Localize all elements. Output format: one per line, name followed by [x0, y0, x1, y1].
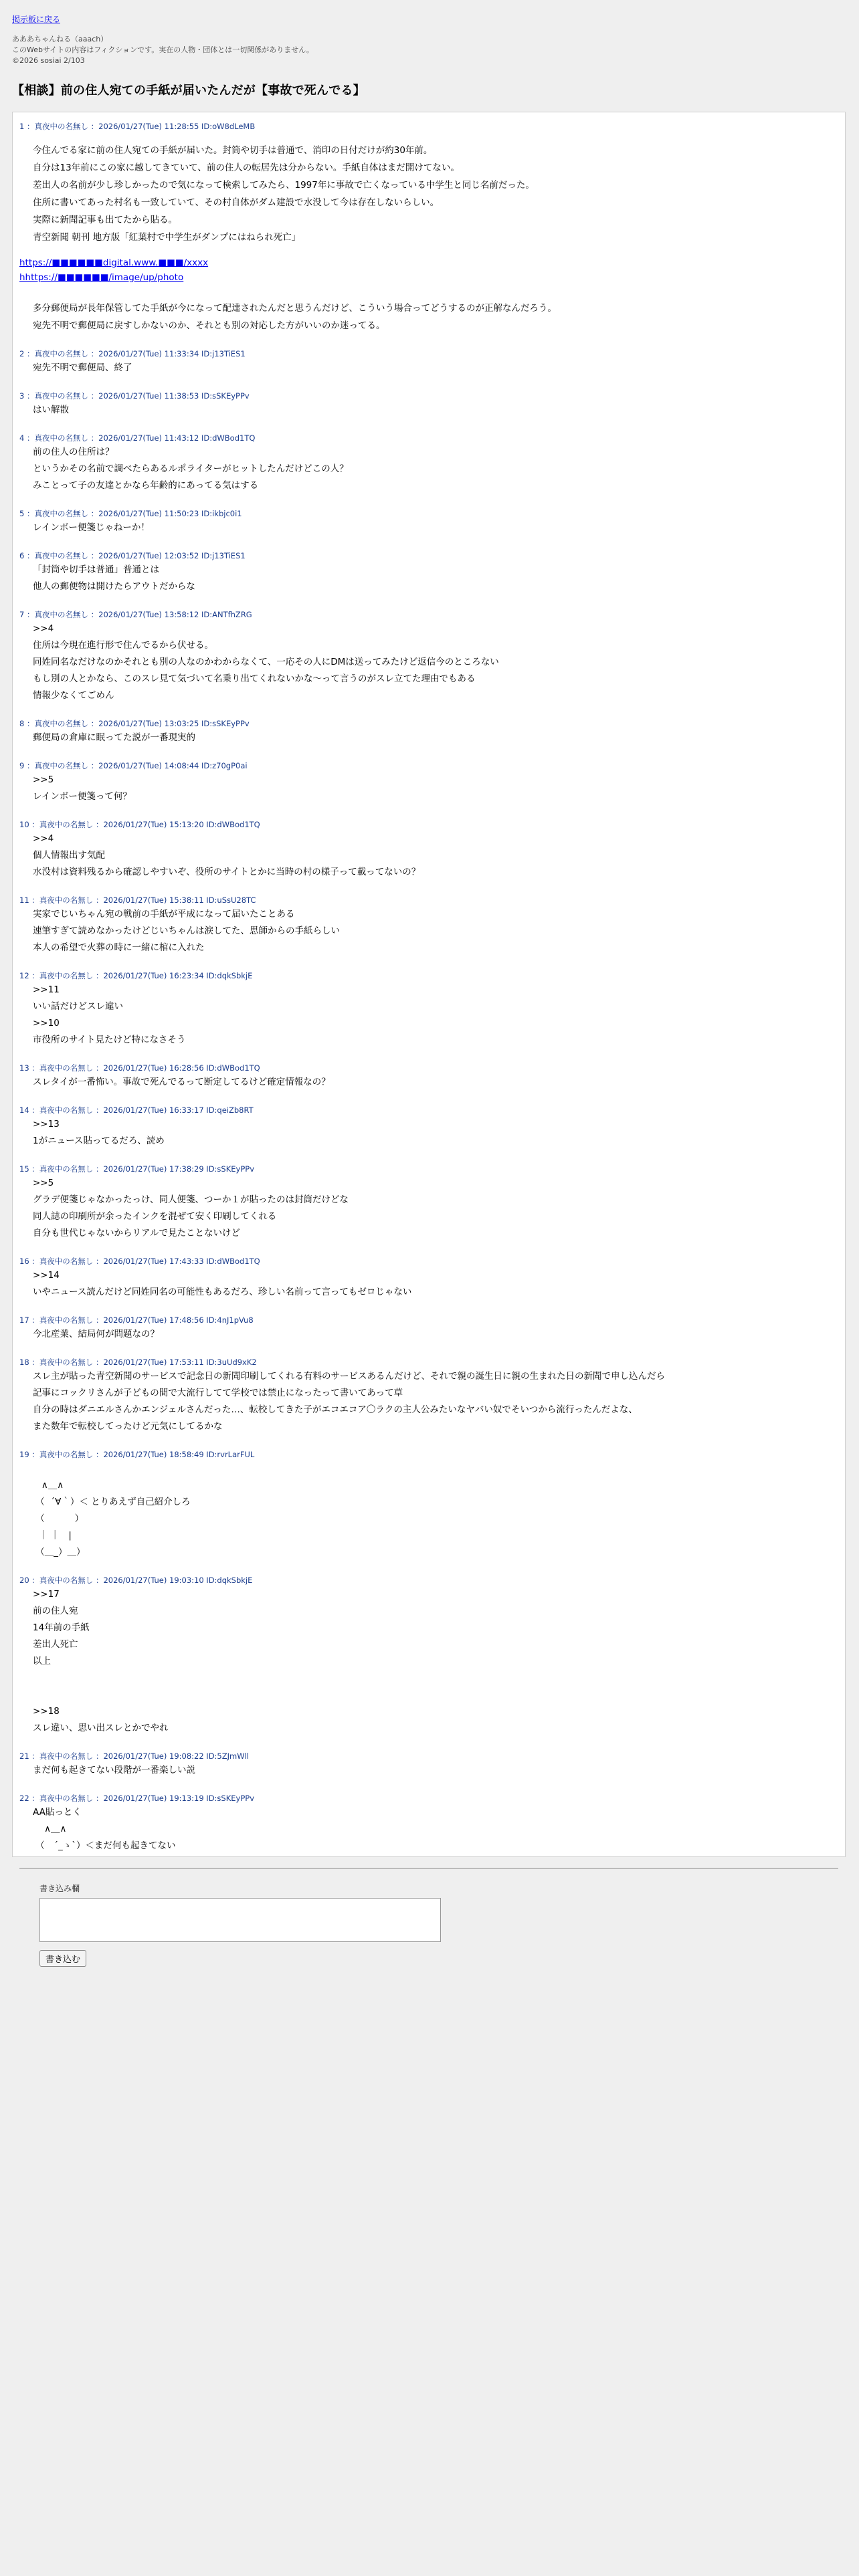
post [19, 1792, 838, 1854]
post-body: >>13 1がニュース貼ってるだろ、読め [33, 1119, 165, 1146]
thread-box [12, 112, 846, 1965]
post-body: >>4 個人情報出す気配 水没村は資料残るから確認しやすいぞ、役所のサイトとかに当時の村の様子って載ってないの？ [33, 833, 421, 877]
post-body: >>5 グラデ便箋じゃなかったっけ、同人便箋、つーか１が貼ったのは封筒だけどな 同人誌の印刷所が余ったインクを混ぜて安く印刷してくれる 自分も世代じゃないからリアルで見たことないけど [33, 1178, 349, 1239]
post-header: 14 ：真夜中の名無し ：2026/01/27(Tue) 16:33:17 ID:qeiZb8RT [19, 1105, 254, 1115]
post-body: 郵便局の倉庫に眠ってた説が一番現実的 [33, 732, 195, 743]
post-header: 2 ：真夜中の名無し ：2026/01/27(Tue) 11:33:34 ID:j13TiES1 [19, 349, 246, 358]
post-link[interactable]: hhttps://■■■■■■/image/up/photo [19, 272, 184, 283]
post [19, 348, 838, 377]
reply-form [19, 1868, 838, 1983]
post-header: 7 ：真夜中の名無し ：2026/01/27(Tue) 13:58:12 ID:ANTfhZRG [19, 610, 252, 619]
post-link[interactable]: https://■■■■■■digital.www.■■■/xxxx [19, 257, 209, 268]
post [19, 609, 838, 704]
post [19, 550, 838, 595]
post-body-continued: 多分郵便局が長年保管してた手紙が今になって配達されたんだと思うんだけど、こういう場合ってどうするのが正解なんだろう。 宛先不明で郵便局に戻すしかないのか、それとも別の対応した方がいいのか迷ってる。 [33, 303, 557, 331]
reply-textarea[interactable] [39, 1898, 441, 1942]
post [19, 508, 838, 536]
post [19, 718, 838, 746]
post-body: >>14 いやニュース読んだけど同姓同名の可能性もあるだろ、珍しい名前って言ってもゼロじゃない [33, 1270, 412, 1297]
post [19, 970, 838, 1049]
post [19, 1255, 838, 1301]
post-body: 今北産業、結局何が問題なの？ [33, 1329, 159, 1339]
post-header: 15 ：真夜中の名無し ：2026/01/27(Tue) 17:38:29 ID:sSKEyPPv [19, 1164, 255, 1174]
post-body: 実家でじいちゃん宛の戦前の手紙が平成になって届いたことある 速筆すぎて読めなかったけどじいちゃんは涙してた、思師からの手紙らしい 本人の希望で火葬の時に一緒に棺に入れた [33, 909, 340, 953]
post [19, 760, 838, 805]
post-body: まだ何も起きてない段階が一番楽しい説 [33, 1765, 195, 1776]
post-header: 16 ：真夜中の名無し ：2026/01/27(Tue) 17:43:33 ID:dWBod1TQ [19, 1257, 260, 1266]
post-body: レインボー便箋じゃねーか！ [33, 522, 150, 533]
post-header: 11 ：真夜中の名無し ：2026/01/27(Tue) 15:38:11 ID:uSsU28TC [19, 895, 256, 905]
submit-button[interactable]: 書き込む [39, 1950, 86, 1967]
post-header: 12 ：真夜中の名無し ：2026/01/27(Tue) 16:23:34 ID:dqkSbkjE [19, 971, 253, 980]
post [19, 432, 838, 494]
post-list [19, 120, 838, 1854]
post-header: 1 ：真夜中の名無し ：2026/01/27(Tue) 11:28:55 ID:oW8dLeMB [19, 122, 256, 131]
reply-form-label: 書き込み欄 [39, 1884, 80, 1893]
post-header: 10 ：真夜中の名無し ：2026/01/27(Tue) 15:13:20 ID:dWBod1TQ [19, 820, 260, 829]
post-body: >>17 前の住人宛 14年前の手紙 差出人死亡 以上 >>18 スレ違い、思い出スレとかでやれ [33, 1589, 169, 1733]
post [19, 1574, 838, 1737]
post [19, 1750, 838, 1779]
post [19, 1314, 838, 1343]
post [19, 1062, 838, 1091]
post-header: 4 ：真夜中の名無し ：2026/01/27(Tue) 11:43:12 ID:dWBod1TQ [19, 433, 256, 443]
post-body: 今住んでる家に前の住人宛ての手紙が届いた。封筒や切手は普通で、消印の日付だけが約30年前。 自分は13年前にこの家に越してきていて、前の住人の転居先は分からない。手紙自体はまだ開けてない。 差出人の名前が少し珍しかったので気になって検索してみたら、1997年に事故で亡くなっている中学生と同じ名前だった。 住所に書いてあった村名も一致していて、その村自体がダム建設で水没して今は存在しないらしい。 実際に新聞記事も出てたから貼る。 青空新聞 朝刊 地方版「紅葉村で中学生がダンプにはねられ死亡」 [33, 145, 535, 243]
post-body: 前の住人の住所は？ というかその名前で調べたらあるルポライターがヒットしたんだけどこの人？ みことって子の友達とかなら年齢的にあってる気はする [33, 447, 349, 491]
post-header: 19 ：真夜中の名無し ：2026/01/27(Tue) 18:58:49 ID:rvrLarFUL [19, 1450, 255, 1459]
disclaimer: このWebサイトの内容はフィクションです。実在の人物・団体とは一切関係がありません。 [12, 45, 314, 54]
post-header: 13 ：真夜中の名無し ：2026/01/27(Tue) 16:28:56 ID:dWBod1TQ [19, 1063, 260, 1073]
post [19, 1163, 838, 1242]
post-links [19, 255, 838, 285]
post [19, 1448, 838, 1561]
post-body: 宛先不明で郵便局、終了 [33, 362, 132, 373]
board-name: あああちゃんねる（aaach） [12, 35, 108, 43]
post-body: スレ主が貼った青空新聞のサービスで記念日の新聞印刷してくれる有料のサービスあるんだけど、それで親の誕生日に親の生まれた日の新聞で申し込んだら 記事にコックリさんが子どもの間で大流行してて学校では禁止になったって書いてあって草 自分の時はダニエルさんかエンジェルさんだった…、転校してきた子がエコエコア〇ラクの主人公みたいなヤバい奴でそいつから流行ったんだよな、 また数年で転校してったけど元気にしてるかな [33, 1371, 665, 1432]
thread-title: 【相談】前の住人宛ての手紙が届いたんだが【事故で死んでる】 [12, 84, 365, 98]
post-header: 17 ：真夜中の名無し ：2026/01/27(Tue) 17:48:56 ID:4nJ1pVu8 [19, 1315, 254, 1325]
post-body: はい解散 [33, 405, 69, 415]
post-body: 「封筒や切手は普通」普通とは 他人の郵便物は開けたらアウトだからな [33, 564, 195, 592]
post [19, 1104, 838, 1150]
post-header: 9 ：真夜中の名無し ：2026/01/27(Tue) 14:08:44 ID:z70gP0ai [19, 761, 248, 770]
site-info [12, 34, 847, 66]
post-header: 8 ：真夜中の名無し ：2026/01/27(Tue) 13:03:25 ID:sSKEyPPv [19, 719, 250, 728]
post-header: 3 ：真夜中の名無し ：2026/01/27(Tue) 11:38:53 ID:sSKEyPPv [19, 391, 250, 401]
post-header: 20 ：真夜中の名無し ：2026/01/27(Tue) 19:03:10 ID:dqkSbkjE [19, 1576, 253, 1585]
post-header: 18 ：真夜中の名無し ：2026/01/27(Tue) 17:53:11 ID:3uUd9xK2 [19, 1358, 257, 1367]
post [19, 819, 838, 881]
post-body: >>11 いい話だけどスレ違い >>10 市役所のサイト見たけど特になさそう [33, 984, 186, 1045]
post-header: 5 ：真夜中の名無し ：2026/01/27(Tue) 11:50:23 ID:ikbjc0i1 [19, 509, 242, 518]
post-body: AA貼っとく ∧＿∧ （ ´_ゝ`）＜まだ何も起きてない [33, 1807, 176, 1851]
post [19, 894, 838, 956]
post-body: ∧＿∧ （ ´∀｀）＜ とりあえず自己紹介しろ （ ） ｜ ｜ | （＿_）＿） [35, 1480, 191, 1558]
post-body: >>5 レインボー便箋って何？ [33, 774, 132, 802]
post-header: 6 ：真夜中の名無し ：2026/01/27(Tue) 12:03:52 ID:j13TiES1 [19, 551, 246, 560]
post-body: >>4 住所は今現在進行形で住んでるから伏せる。 同姓同名なだけなのかそれとも別の人なのかわからなくて、一応その人にDMは送ってみたけど返信今のところない もし別の人とかなら、このスレ見て気づいて名乗り出てくれないかな〜って言うのがスレ立てた理由でもある 情報少なくてごめん [33, 623, 499, 701]
post-body: スレタイが一番怖い。事故で死んでるって断定してるけど確定情報なの？ [33, 1077, 330, 1087]
copyright: ©2026 sosiai 2/103 [12, 56, 85, 65]
post [19, 120, 838, 334]
post-header: 21 ：真夜中の名無し ：2026/01/27(Tue) 19:08:22 ID:5ZJmWll [19, 1751, 249, 1761]
back-to-board-link[interactable]: 掲示板に戻る [12, 15, 61, 24]
post [19, 1356, 838, 1435]
post-header: 22 ：真夜中の名無し ：2026/01/27(Tue) 19:13:19 ID:sSKEyPPv [19, 1794, 255, 1803]
post [19, 390, 838, 419]
